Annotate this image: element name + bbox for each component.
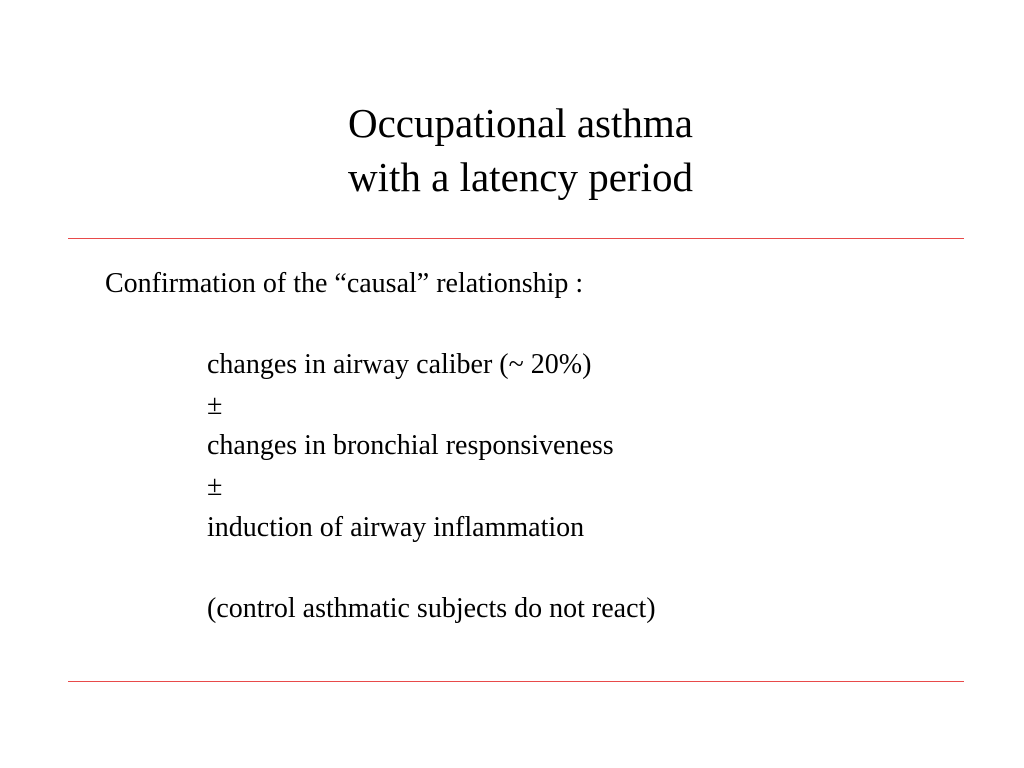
- criteria-list: [207, 345, 656, 630]
- slide-title: [348, 96, 768, 204]
- title-line-2: with a latency period: [348, 154, 693, 200]
- plus-minus-symbol: ±: [207, 389, 223, 421]
- blank-line: [207, 549, 656, 590]
- title-line-1: Occupational asthma: [348, 100, 693, 146]
- bottom-divider: [68, 681, 964, 682]
- criteria-item-airway-caliber: changes in airway caliber (~ 20%): [207, 349, 592, 380]
- control-note: (control asthmatic subjects do not react): [207, 593, 656, 625]
- top-divider: [68, 238, 964, 239]
- lead-text: Confirmation of the “causal” relationship :: [105, 268, 584, 299]
- plus-minus-symbol: ±: [207, 471, 223, 503]
- criteria-item-bronchial-responsiveness: changes in bronchial responsiveness: [207, 430, 614, 462]
- criteria-item-airway-inflammation: induction of airway inflammation: [207, 511, 585, 543]
